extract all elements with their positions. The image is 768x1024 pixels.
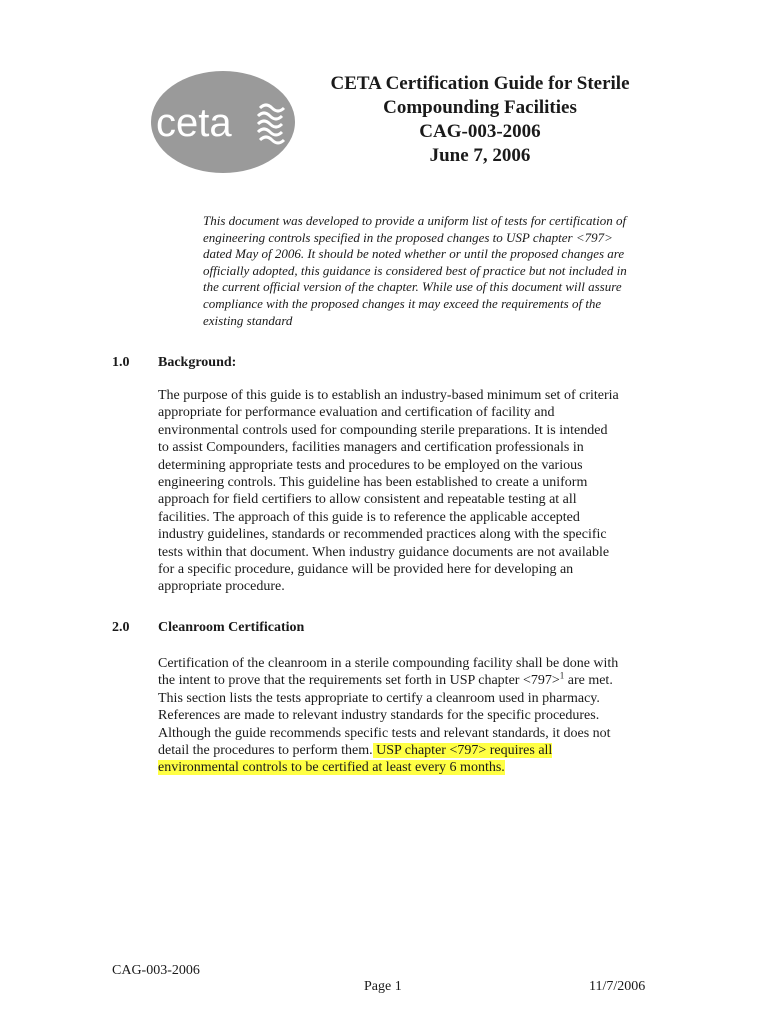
- footer-page-number: Page 1: [364, 979, 402, 994]
- paragraph-line: This section lists the tests appropriate to certify a cleanroom used in pharmacy.: [158, 690, 600, 706]
- highlighted-text: USP chapter <797> requires all: [372, 743, 553, 759]
- paragraph-line: engineering controls. This guideline has been established to create a uniform: [158, 475, 588, 491]
- paragraph-line: determining appropriate tests and procedures to be employed on the various: [158, 457, 583, 473]
- document-title: [300, 72, 660, 168]
- paragraph-line: Although the guide recommends specific tests and relevant standards, it does not: [158, 725, 611, 741]
- intro-paragraph: [203, 213, 663, 329]
- paragraph-line: appropriate procedure.: [158, 579, 285, 595]
- title-doc-number: CAG-003-2006: [419, 121, 541, 142]
- section-number: 2.0: [112, 620, 130, 635]
- intro-line: This document was developed to provide a uniform list of tests for certification of: [203, 213, 627, 228]
- background-paragraph: [158, 387, 678, 596]
- section-heading-cleanroom: Cleanroom Certification: [158, 620, 305, 635]
- intro-line: existing standard: [203, 312, 293, 328]
- intro-line: engineering controls specified in the proposed changes to USP chapter <797>: [203, 229, 613, 245]
- paragraph-line: tests within that document. When industry guidance documents are not available: [158, 544, 610, 560]
- paragraph-line: Certification of the cleanroom in a sterile compounding facility shall be done with: [158, 656, 619, 671]
- intro-line: officially adopted, this guidance is considered best of practice but not included in: [203, 262, 627, 278]
- section-number: 1.0: [112, 355, 130, 370]
- footer-date: 11/7/2006: [589, 979, 646, 994]
- title-line-1: CETA Certification Guide for Sterile: [330, 73, 630, 94]
- paragraph-line: industry guidelines, standards or recommended practices along with the specific: [158, 527, 607, 543]
- paragraph-line: to assist Compounders, facilities managers and certification professionals in: [158, 440, 584, 456]
- intro-line: the current official version of the chapter. While use of this document will assure: [203, 279, 622, 295]
- cleanroom-paragraph: [158, 655, 678, 777]
- footnote-ref: 1: [559, 670, 565, 681]
- paragraph-line: The purpose of this guide is to establish an industry-based minimum set of criteria: [158, 388, 619, 403]
- line-text: the intent to prove that the requirements set forth in USP chapter <797>: [158, 673, 560, 689]
- paragraph-line: [158, 742, 678, 759]
- paragraph-line: facilities. The approach of this guide is to reference the applicable accepted: [158, 509, 580, 525]
- line-text: are met.: [564, 673, 613, 689]
- paragraph-line: appropriate for performance evaluation and certification of facility and: [158, 405, 555, 421]
- section-heading-background: Background:: [158, 355, 237, 370]
- paragraph-line: References are made to relevant industry standards for the specific procedures.: [158, 708, 600, 724]
- line-text: detail the procedures to perform them.: [158, 743, 373, 759]
- paragraph-line: for a specific procedure, guidance will be provided here for developing an: [158, 562, 574, 578]
- ceta-logo-graphic: [150, 70, 296, 174]
- intro-line: dated May of 2006. It should be noted whether or until the proposed changes are: [203, 246, 625, 262]
- title-date: June 7, 2006: [429, 145, 531, 166]
- intro-line: compliance with the proposed changes it may exceed the requirements of the: [203, 295, 602, 311]
- paragraph-line: approach for field certifiers to allow consistent and repeatable testing at all: [158, 492, 577, 508]
- logo-text: ceta: [156, 101, 232, 145]
- ceta-logo: [150, 70, 296, 174]
- paragraph-line: [158, 759, 678, 776]
- title-line-2: Compounding Facilities: [383, 97, 577, 118]
- highlighted-text: environmental controls to be certified at least every 6 months.: [158, 760, 505, 776]
- paragraph-line: [158, 672, 678, 689]
- paragraph-line: environmental controls used for compounding sterile preparations. It is intended: [158, 422, 608, 438]
- footer-doc-id: CAG-003-2006: [112, 963, 200, 978]
